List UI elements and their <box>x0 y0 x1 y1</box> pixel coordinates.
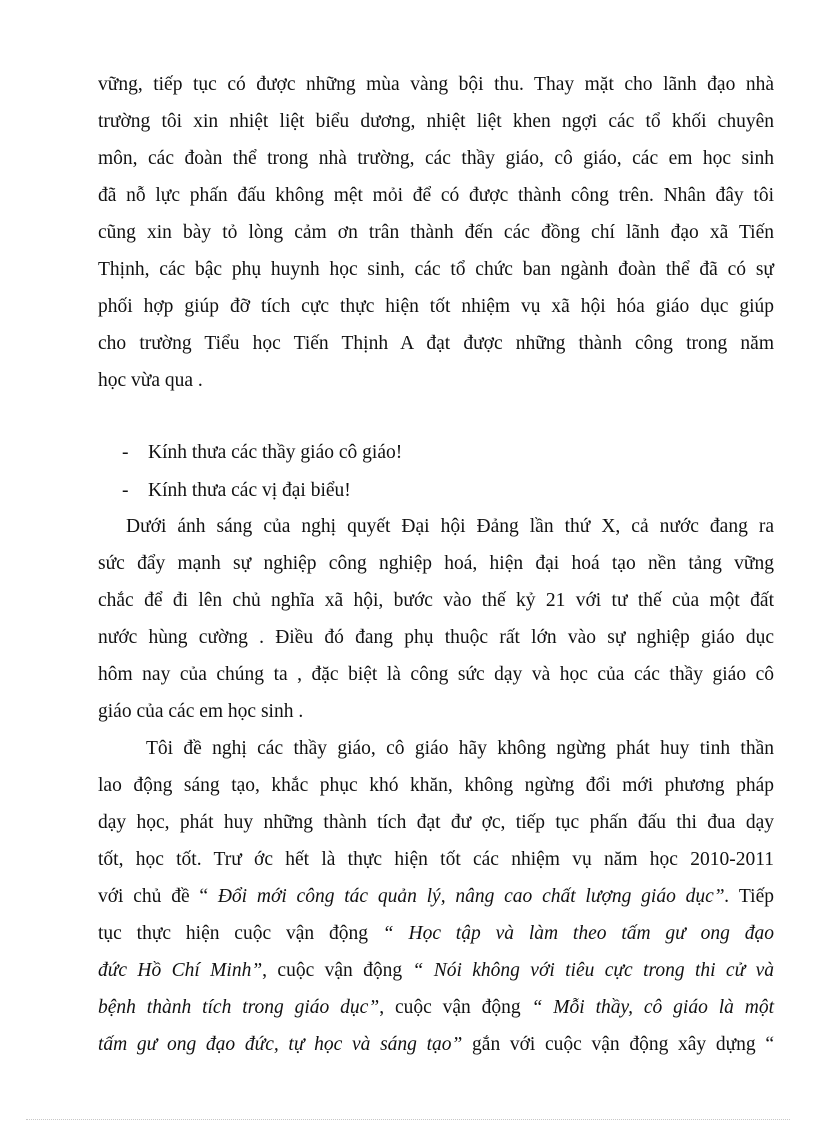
text-run: tục thực hiện cuộc vận động <box>98 923 383 944</box>
greeting-item <box>122 478 351 504</box>
paragraph3-line <box>98 884 774 910</box>
paragraph3-line: lao động sáng tạo, khắc phục khó khăn, không ngừng đổi mới phương pháp <box>98 775 774 796</box>
text-run: với chủ đề “ <box>98 886 218 907</box>
italic-campaign: tấm gư ong đạo đức, tự học và sáng tạo” <box>98 1034 463 1055</box>
paragraph2-line: Dưới ánh sáng của nghị quyết Đại hội Đảng lần thứ X, cả nước đang ra <box>126 516 774 537</box>
text-run: Tiếp <box>729 886 774 907</box>
italic-theme: Đổi mới công tác quản lý, nâng cao chất lượng giáo dục”. <box>217 886 730 907</box>
paragraph1-line: học vừa qua . <box>98 370 203 391</box>
text-run: , cuộc vận động <box>379 997 532 1018</box>
italic-campaign: “ Mỗi thầy, cô giáo là một <box>531 997 775 1018</box>
italic-campaign: đức Hồ Chí Minh” <box>98 960 263 981</box>
bullet-mark: - <box>122 442 129 463</box>
paragraph1-line: cho trường Tiểu học Tiến Thịnh A đạt được những thành công trong năm <box>98 333 774 354</box>
greeting-text: Kính thưa các thầy giáo cô giáo! <box>148 442 403 463</box>
text-run: gắn với cuộc vận động xây dựng “ <box>462 1034 774 1055</box>
bullet-mark: - <box>122 480 129 501</box>
paragraph1-line: môn, các đoàn thể trong nhà trường, các thầy giáo, cô giáo, các em học sinh <box>98 148 774 169</box>
paragraph1-line: vững, tiếp tục có được những mùa vàng bội thu. Thay mặt cho lãnh đạo nhà <box>98 74 774 95</box>
paragraph3-line <box>98 921 774 947</box>
paragraph3-line <box>98 995 774 1021</box>
paragraph2-line: chắc để đi lên chủ nghĩa xã hội, bước vào thế kỷ 21 với tư thế của một đất <box>98 590 774 611</box>
page-bottom-divider <box>26 1119 790 1120</box>
greeting-item <box>122 440 402 466</box>
paragraph1-line: đã nỗ lực phấn đấu không mệt mỏi để có được thành công trên. Nhân đây tôi <box>98 185 774 206</box>
paragraph2-line: sức đẩy mạnh sự nghiệp công nghiệp hoá, hiện đại hoá tạo nền tảng vững <box>98 553 774 574</box>
paragraph3-line <box>98 1032 774 1058</box>
greeting-text: Kính thưa các vị đại biểu! <box>148 480 351 501</box>
paragraph2-line: nước hùng cường . Điều đó đang phụ thuộc rất lớn vào sự nghiệp giáo dục <box>98 627 774 648</box>
paragraph1-line: Thịnh, các bậc phụ huynh học sinh, các tổ chức ban ngành đoàn thể đã có sự <box>98 259 774 280</box>
italic-campaign: “ Học tập và làm theo tấm gư ong đạo <box>382 923 774 944</box>
paragraph3-line: dạy học, phát huy những thành tích đạt đư ợc, tiếp tục phấn đấu thi đua dạy <box>98 812 774 833</box>
paragraph3-line <box>98 958 774 984</box>
italic-campaign: “ Nói không với tiêu cực trong thi cử và <box>412 960 774 981</box>
paragraph2-line: hôm nay của chúng ta , đặc biệt là công sức dạy và học của các thầy giáo cô <box>98 664 774 685</box>
paragraph1-line: phối hợp giúp đỡ tích cực thực hiện tốt nhiệm vụ xã hội hóa giáo dục giúp <box>98 296 774 317</box>
paragraph3-line: tốt, học tốt. Trư ớc hết là thực hiện tốt các nhiệm vụ năm học 2010-2011 <box>98 849 774 870</box>
italic-campaign: bệnh thành tích trong giáo dục” <box>98 997 380 1018</box>
paragraph1-line: cũng xin bày tỏ lòng cảm ơn trân thành đến các đồng chí lãnh đạo xã Tiến <box>98 222 774 243</box>
paragraph3-line: Tôi đề nghị các thầy giáo, cô giáo hãy không ngừng phát huy tinh thần <box>146 738 774 759</box>
paragraph1-line: trường tôi xin nhiệt liệt biểu dương, nhiệt liệt khen ngợi các tổ khối chuyên <box>98 111 774 132</box>
paragraph2-line: giáo của các em học sinh . <box>98 701 304 722</box>
text-run: , cuộc vận động <box>262 960 413 981</box>
